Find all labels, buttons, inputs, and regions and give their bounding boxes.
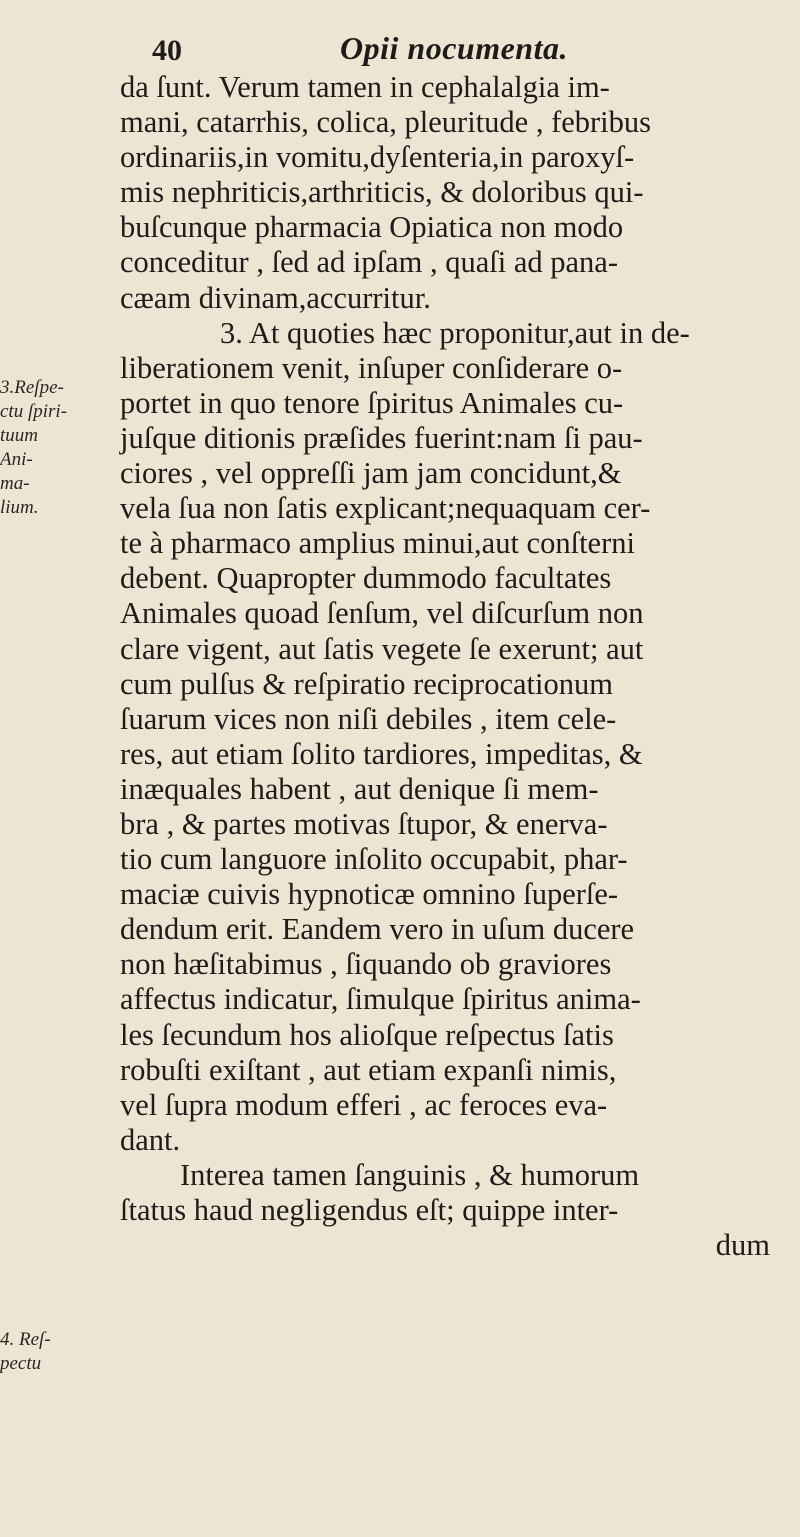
text-line: robuſti exiſtant , aut etiam expanſi nimis, xyxy=(120,1052,617,1087)
margin-note-line: pectu xyxy=(0,1353,42,1374)
text-line: mis nephriticis,arthriticis, & doloribus qui- xyxy=(120,175,644,210)
text-line: dendum erit. Eandem vero in uſum ducere xyxy=(120,912,635,947)
text-line: dant. xyxy=(120,1122,181,1157)
margin-note-line: lium. xyxy=(0,497,39,518)
text-line: tio cum languore inſolito occupabit, phar- xyxy=(120,842,628,877)
text-line: cum pulſus & reſpiratio reciprocationum xyxy=(120,666,613,701)
margin-note-4 xyxy=(0,1328,110,1376)
text-line: ordinariis,in vomitu,dyſenteria,in paroxyſ- xyxy=(120,140,635,175)
text-line: juſque ditionis præſides fuerint:nam ſi pau- xyxy=(120,420,643,455)
text-line: clare vigent, aut ſatis vegete ſe exerunt; aut xyxy=(120,631,644,666)
text-line: 3. At quoties hæc proponitur,aut in de- xyxy=(220,315,690,350)
text-line: conceditur , ſed ad ipſam , quaſi ad pana- xyxy=(120,245,618,280)
text-line: da ſunt. Verum tamen in cephalalgia im- xyxy=(120,70,610,104)
margin-note-line: 4. Reſ- xyxy=(0,1329,51,1350)
text-line: maciæ cuivis hypnoticæ omnino ſuperſe- xyxy=(120,877,619,912)
text-line: cæam divinam,accurritur. xyxy=(120,280,431,315)
margin-note-line: Ani- xyxy=(0,449,33,470)
text-line: Interea tamen ſanguinis , & humorum xyxy=(180,1157,640,1192)
text-line: te à pharmaco amplius minui,aut conſterni xyxy=(120,526,635,561)
text-line: vela ſua non ſatis explicant;nequaquam cer- xyxy=(120,491,651,526)
text-line: vel ſupra modum efferi , ac feroces eva- xyxy=(120,1087,608,1122)
text-line: Animales quoad ſenſum, vel diſcurſum non xyxy=(120,596,644,631)
body-text xyxy=(120,70,790,1263)
text-line: bra , & partes motivas ſtupor, & enerva- xyxy=(120,806,608,841)
text-line: ſuarum vices non niſi debiles , item cele- xyxy=(120,701,617,736)
catchword: dum xyxy=(715,1228,770,1263)
text-line: inæquales habent , aut denique ſi mem- xyxy=(120,771,599,806)
margin-note-line: ma- xyxy=(0,473,30,494)
text-line: les ſecundum hos alioſque reſpectus ſatis xyxy=(120,1017,614,1052)
margin-note-line: 3.Reſpe- xyxy=(0,377,64,398)
margin-note-3 xyxy=(0,376,110,520)
text-line: liberationem venit, inſuper conſiderare o- xyxy=(120,350,623,385)
text-line: mani, catarrhis, colica, pleuritude , febribus xyxy=(120,105,652,140)
page-header xyxy=(140,20,660,76)
running-head: Opii nocumenta. xyxy=(340,30,568,66)
text-line: ſtatus haud negligendus eſt; quippe inter- xyxy=(120,1193,619,1227)
text-line: affectus indicatur, ſimulque ſpiritus anima- xyxy=(120,982,641,1017)
margin-note-line: tuum xyxy=(0,425,38,446)
text-line: buſcunque pharmacia Opiatica non modo xyxy=(120,210,624,245)
text-line: ciores , vel oppreſſi jam jam concidunt,& xyxy=(120,456,622,491)
text-line: res, aut etiam ſolito tardiores, impeditas, & xyxy=(120,736,643,771)
text-line: debent. Quapropter dummodo facultates xyxy=(120,561,612,596)
text-line: portet in quo tenore ſpiritus Animales cu- xyxy=(120,385,624,420)
page-number: 40 xyxy=(152,34,182,67)
text-line: non hæſitabimus , ſiquando ob graviores xyxy=(120,947,612,982)
margin-note-line: ctu ſpiri- xyxy=(0,401,68,422)
